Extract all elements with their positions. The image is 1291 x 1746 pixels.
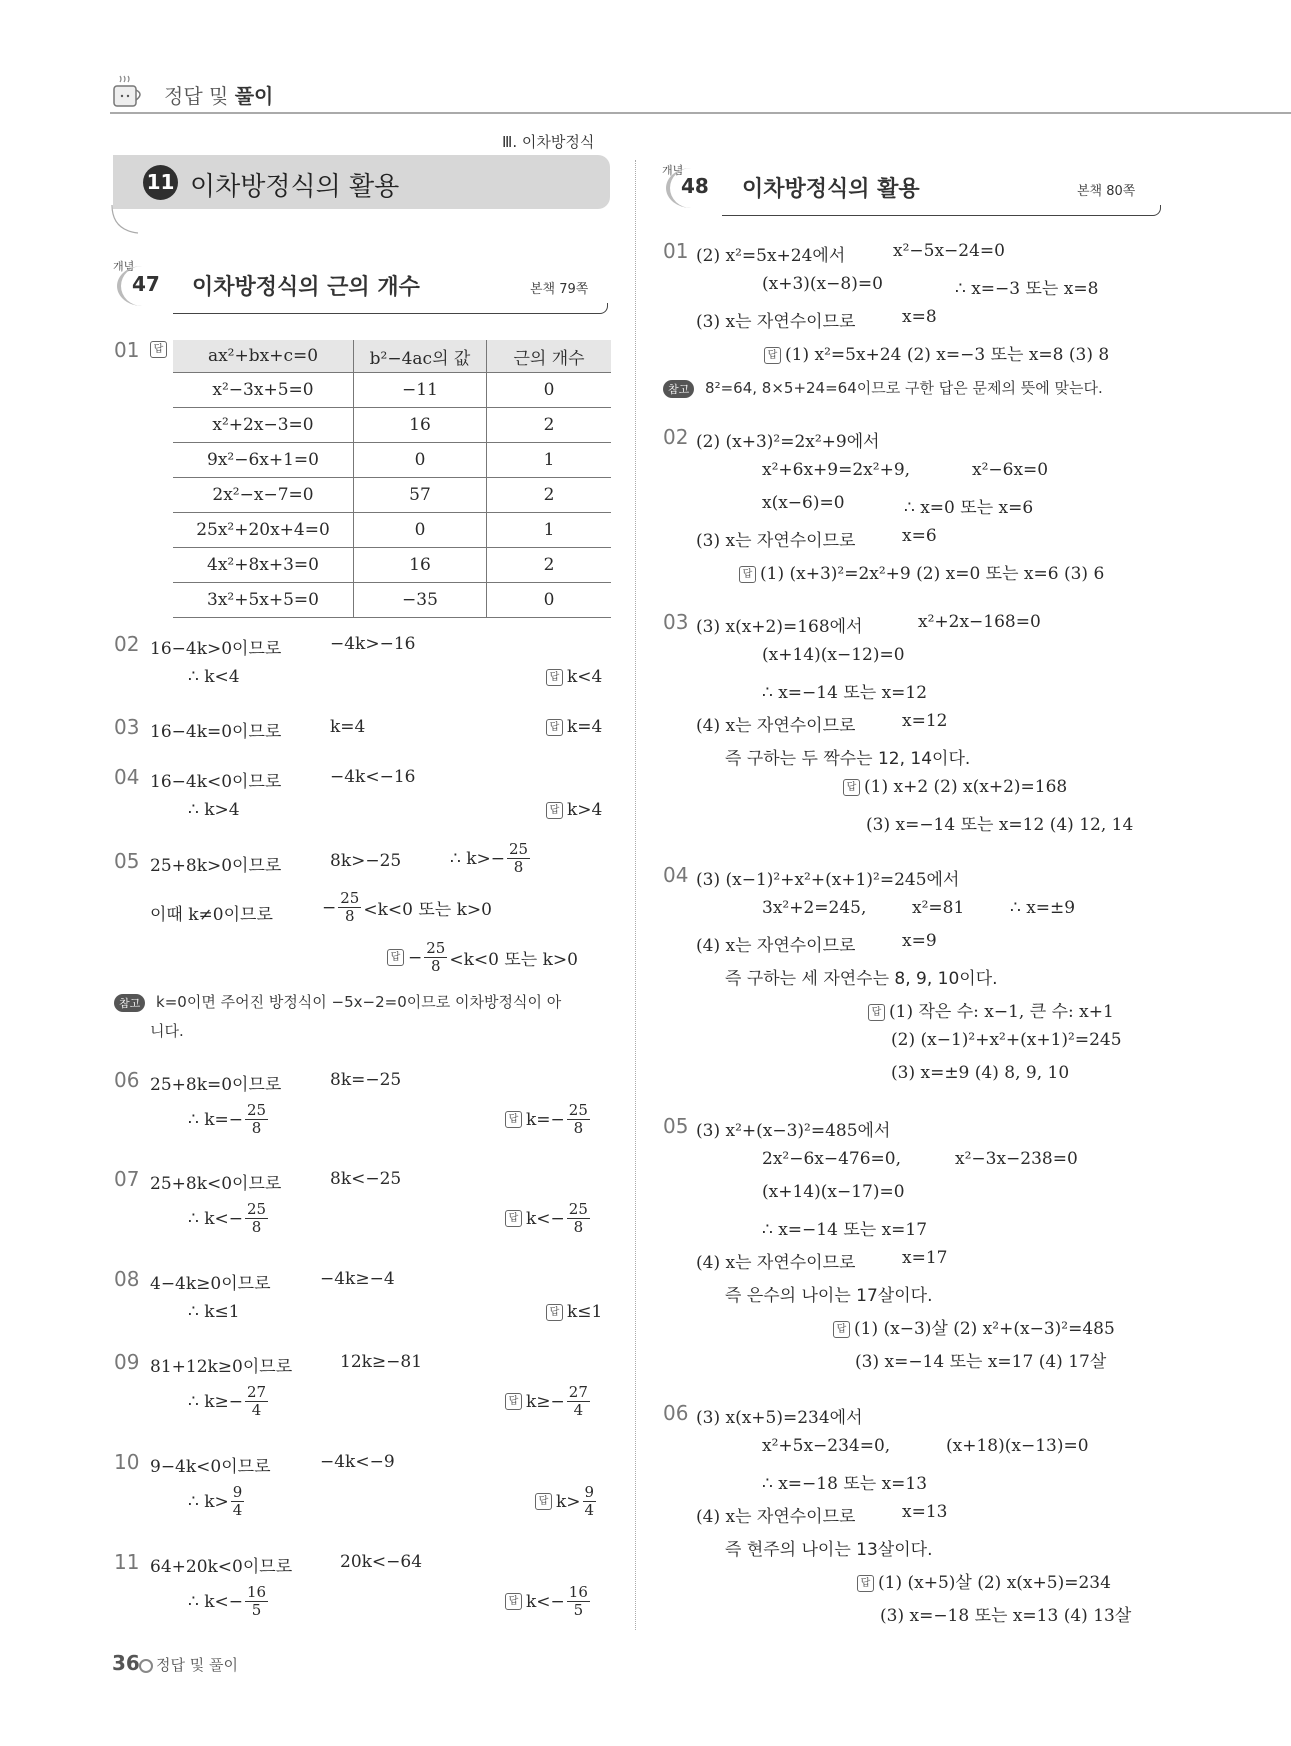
answer-icon: 답 <box>150 341 167 358</box>
problem-number: 04 <box>114 765 140 789</box>
fraction: $\frac{25}{8}$ <box>426 939 446 975</box>
table-header: 근의 개수 <box>487 340 612 373</box>
roots-table <box>173 340 611 618</box>
answer-icon: 답 <box>546 719 563 736</box>
footer-circle-icon <box>139 1659 153 1673</box>
note: 참고 k=0이면 주어진 방정식이 −5x−2=0이므로 이차방정식이 아 <box>114 991 561 1012</box>
answer-icon: 답 <box>546 802 563 819</box>
answer: 답 k> 9 4 <box>535 1484 596 1519</box>
column-divider <box>635 160 636 1630</box>
problem-number: 02 <box>663 425 689 449</box>
problem-number: 05 <box>663 1114 689 1138</box>
answer: 답 k≥− $\frac{27}{4}$ <box>505 1384 590 1419</box>
section-number-badge: 11 <box>143 165 178 200</box>
problem-number: 08 <box>114 1267 140 1291</box>
fraction: $\frac{25}{8}$ <box>568 1101 588 1137</box>
answer-icon: 답 <box>843 779 860 796</box>
fraction: 9 4 <box>232 1483 243 1519</box>
problem-number: 11 <box>114 1550 140 1574</box>
header-title: 정답 및 풀이 <box>164 84 274 108</box>
problem-number: 06 <box>114 1068 140 1092</box>
answer-icon: 답 <box>833 1321 850 1338</box>
answer: 답 k<4 <box>546 667 602 687</box>
header-cup-icon <box>106 72 146 112</box>
answer: 답 k>4 <box>546 800 602 820</box>
answer: 답 (1) 작은 수: x−1, 큰 수: x+1 <box>868 997 1114 1022</box>
problem-number: 10 <box>114 1450 140 1474</box>
answer-icon: 답 <box>535 1493 552 1510</box>
fraction: $\frac{27}{4}$ <box>568 1383 588 1419</box>
problem-number: 03 <box>114 715 140 739</box>
fraction: $\frac{25}{8}$ <box>568 1200 588 1236</box>
concept48-header: 개념 48 이차방정식의 활용 본책 80쪽 <box>662 160 1162 210</box>
answer-icon: 답 <box>505 1210 522 1227</box>
answer: 답 (1) x²=5x+24 (2) x=−3 또는 x=8 (3) 8 <box>764 340 1109 365</box>
table-row: 2x²−x−7=0 57 2 <box>173 478 611 513</box>
answer: 답 (1) (x+3)²=2x²+9 (2) x=0 또는 x=6 (3) 6 <box>739 559 1104 584</box>
answer-icon: 답 <box>546 1304 563 1321</box>
answer: 답 (1) (x−3)살 (2) x²+(x−3)²=485 <box>833 1314 1115 1339</box>
problem-number: 03 <box>663 610 689 634</box>
note-icon: 참고 <box>663 380 694 398</box>
answer-icon: 답 <box>387 949 404 966</box>
answer: 답 − $\frac{25}{8}$ <k<0 또는 k>0 <box>387 940 578 975</box>
problem-number: 04 <box>663 863 689 887</box>
answer: 답 (1) (x+5)살 (2) x(x+5)=234 <box>857 1568 1111 1593</box>
table-row: 4x²+8x+3=0 16 2 <box>173 548 611 583</box>
note: 참고 8²=64, 8×5+24=64이므로 구한 답은 문제의 뜻에 맞는다. <box>663 377 1103 398</box>
table-header: ax²+bx+c=0 <box>173 340 354 373</box>
answer: 답 k≤1 <box>546 1302 602 1322</box>
table-header: b²−4ac의 값 <box>354 340 487 373</box>
problem-number: 01 <box>663 239 689 263</box>
fraction: $\frac{16}{5}$ <box>568 1583 588 1619</box>
answer-icon: 답 <box>857 1575 874 1592</box>
answer: 답 k<− $\frac{25}{8}$ <box>505 1201 590 1236</box>
answer-icon: 답 <box>505 1393 522 1410</box>
answer: 답 k=4 <box>546 717 602 737</box>
fraction: $\frac{25}{8}$ <box>247 1200 267 1236</box>
problem-number: 05 <box>114 849 140 873</box>
problem-number: 01 <box>114 338 140 362</box>
footer-label: 정답 및 풀이 <box>156 1656 238 1674</box>
table-row: x²+2x−3=0 16 2 <box>173 408 611 443</box>
concept47-header: 개념 47 이차방정식의 근의 개수 본책 79쪽 <box>113 258 610 308</box>
fraction: 9 4 <box>584 1483 595 1519</box>
problem-number: 06 <box>663 1401 689 1425</box>
section-title: 이차방정식의 활용 <box>190 172 400 202</box>
answer: 답 (1) x+2 (2) x(x+2)=168 <box>843 777 1067 797</box>
answer: 답 k<− $\frac{16}{5}$ <box>505 1584 590 1619</box>
answer-icon: 답 <box>505 1111 522 1128</box>
answer-icon: 답 <box>505 1593 522 1610</box>
fraction: $\frac{25}{8}$ <box>340 889 360 925</box>
problem-number: 02 <box>114 632 140 656</box>
answer: 답 k=− $\frac{25}{8}$ <box>505 1102 590 1137</box>
table-row: 9x²−6x+1=0 0 1 <box>173 443 611 478</box>
fraction: $\frac{25}{8}$ <box>509 840 529 876</box>
table-row: 3x²+5x+5=0 −35 0 <box>173 583 611 618</box>
page-number: 36 <box>112 1651 140 1675</box>
header-rule <box>110 112 1291 114</box>
answer-icon: 답 <box>546 669 563 686</box>
table-row: x²−3x+5=0 −11 0 <box>173 373 611 408</box>
section-curve <box>110 205 140 235</box>
fraction: $\frac{16}{5}$ <box>247 1583 267 1619</box>
problem-number: 09 <box>114 1350 140 1374</box>
answer-icon: 답 <box>739 566 756 583</box>
answer-icon: 답 <box>868 1004 885 1021</box>
fraction: $\frac{25}{8}$ <box>247 1101 267 1137</box>
table-row: 25x²+20x+4=0 0 1 <box>173 513 611 548</box>
fraction: $\frac{27}{4}$ <box>247 1383 267 1419</box>
answer-icon: 답 <box>764 347 781 364</box>
note-icon: 참고 <box>114 994 145 1012</box>
problem-number: 07 <box>114 1167 140 1191</box>
chapter-label: Ⅲ. 이차방정식 <box>502 133 595 151</box>
